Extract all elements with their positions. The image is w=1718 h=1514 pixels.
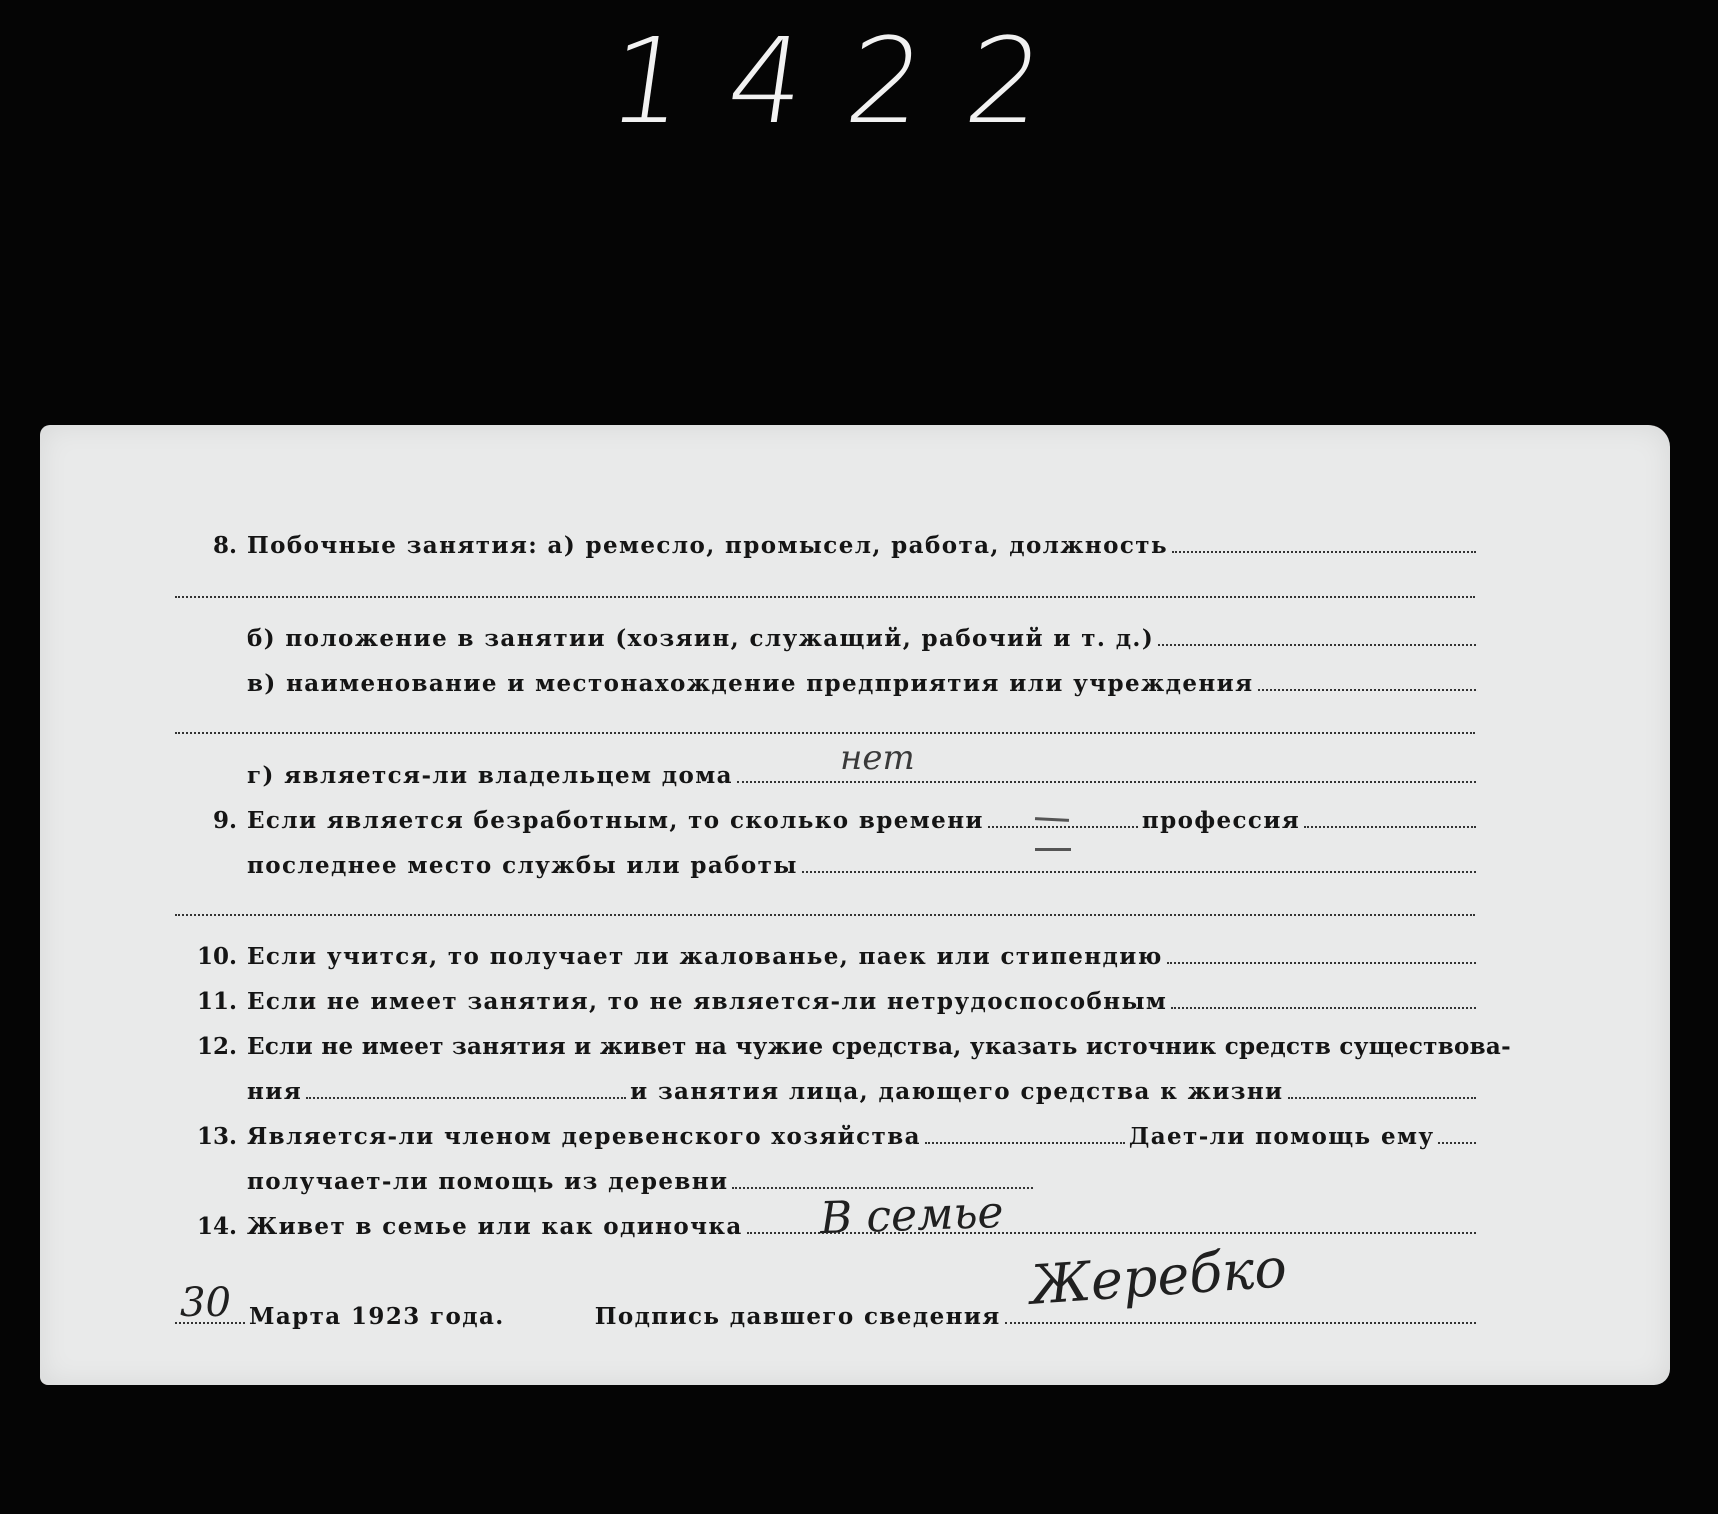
q8-g-answer: нет: [840, 738, 915, 778]
q8-number: 8.: [212, 532, 237, 559]
q12-occupation-field[interactable]: [1288, 1097, 1476, 1099]
q14-answer: В семье: [819, 1186, 1005, 1245]
q13-help-field[interactable]: [1438, 1142, 1476, 1144]
q13-help-label: Дает-ли помощь ему: [1128, 1123, 1435, 1150]
q13-number: 13.: [196, 1123, 237, 1150]
q8-v-label: в) наименование и местонахождение предприятия или учреждения: [247, 670, 1254, 697]
q9-duration-field[interactable]: [988, 826, 1138, 828]
q10-number: 10.: [196, 943, 237, 970]
footer-date: Марта 1923 года.: [249, 1303, 505, 1330]
footer-row: [175, 1296, 1480, 1330]
q8-b-field[interactable]: [1158, 644, 1476, 646]
q9-last-place-label: последнее место службы или работы: [247, 852, 798, 879]
q11-row: [175, 981, 1480, 1015]
q9-last-place-row: [247, 845, 1480, 879]
q8-a-continuation-line[interactable]: [175, 596, 1475, 598]
q9-last-place-field[interactable]: [802, 871, 1476, 873]
q12-label: Если не имеет занятия и живет на чужие средства, указать источник средств существова-: [247, 1033, 1511, 1060]
q11-field[interactable]: [1171, 1007, 1476, 1009]
q9-label: Если является безработным, то сколько времени: [247, 807, 984, 834]
q10-label: Если учится, то получает ли жалованье, паек или стипендию: [247, 943, 1163, 970]
archive-number: 1422: [600, 12, 1097, 150]
date-day: 30: [180, 1280, 231, 1326]
q8-row: [175, 525, 1480, 559]
q12-cont-label: ния: [247, 1078, 303, 1105]
hw-dash: [1035, 848, 1071, 851]
q14-label: Живет в семье или как одиночка: [247, 1213, 743, 1240]
q12-cont2-label: и занятия лица, дающего средства к жизни: [630, 1078, 1284, 1105]
q8-a-label: Побочные занятия: а) ремесло, промысел, работа, должность: [247, 532, 1168, 559]
q11-label: Если не имеет занятия, то не является-ли нетрудоспособным: [247, 988, 1168, 1015]
q11-number: 11.: [196, 988, 237, 1015]
q8-g-label: г) является-ли владельцем дома: [247, 762, 733, 789]
q13-row: [175, 1116, 1480, 1150]
signature: Жеребко: [1028, 1236, 1289, 1317]
q14-number: 14.: [196, 1213, 237, 1240]
q9-row: [175, 800, 1480, 834]
q8-b-label: б) положение в занятии (хозяин, служащий, рабочий и т. д.): [247, 625, 1155, 652]
q13-cont-label: получает-ли помощь из деревни: [247, 1168, 729, 1195]
q12-number: 12.: [196, 1033, 237, 1060]
q8-v-row: [247, 663, 1480, 697]
signature-field[interactable]: [1005, 1322, 1476, 1324]
q8-v-field[interactable]: [1258, 689, 1476, 691]
q12-cont-row: [247, 1071, 1480, 1105]
q8-b-row: [247, 618, 1480, 652]
q8-g-field[interactable]: [737, 781, 1476, 783]
q9-profession-field[interactable]: [1304, 826, 1476, 828]
q12-source-field[interactable]: [306, 1097, 626, 1099]
q12-row: [175, 1026, 1511, 1060]
q9-number: 9.: [212, 807, 237, 834]
q9-continuation-line[interactable]: [175, 914, 1475, 916]
q13-member-field[interactable]: [925, 1142, 1125, 1144]
q10-field[interactable]: [1167, 962, 1476, 964]
signature-label: Подпись давшего сведения: [594, 1303, 1001, 1330]
q8-v-continuation-line[interactable]: [175, 732, 1475, 734]
q10-row: [175, 936, 1480, 970]
q9-profession-label: профессия: [1141, 807, 1301, 834]
q13-label: Является-ли членом деревенского хозяйства: [247, 1123, 921, 1150]
q8-a-field[interactable]: [1172, 551, 1476, 553]
